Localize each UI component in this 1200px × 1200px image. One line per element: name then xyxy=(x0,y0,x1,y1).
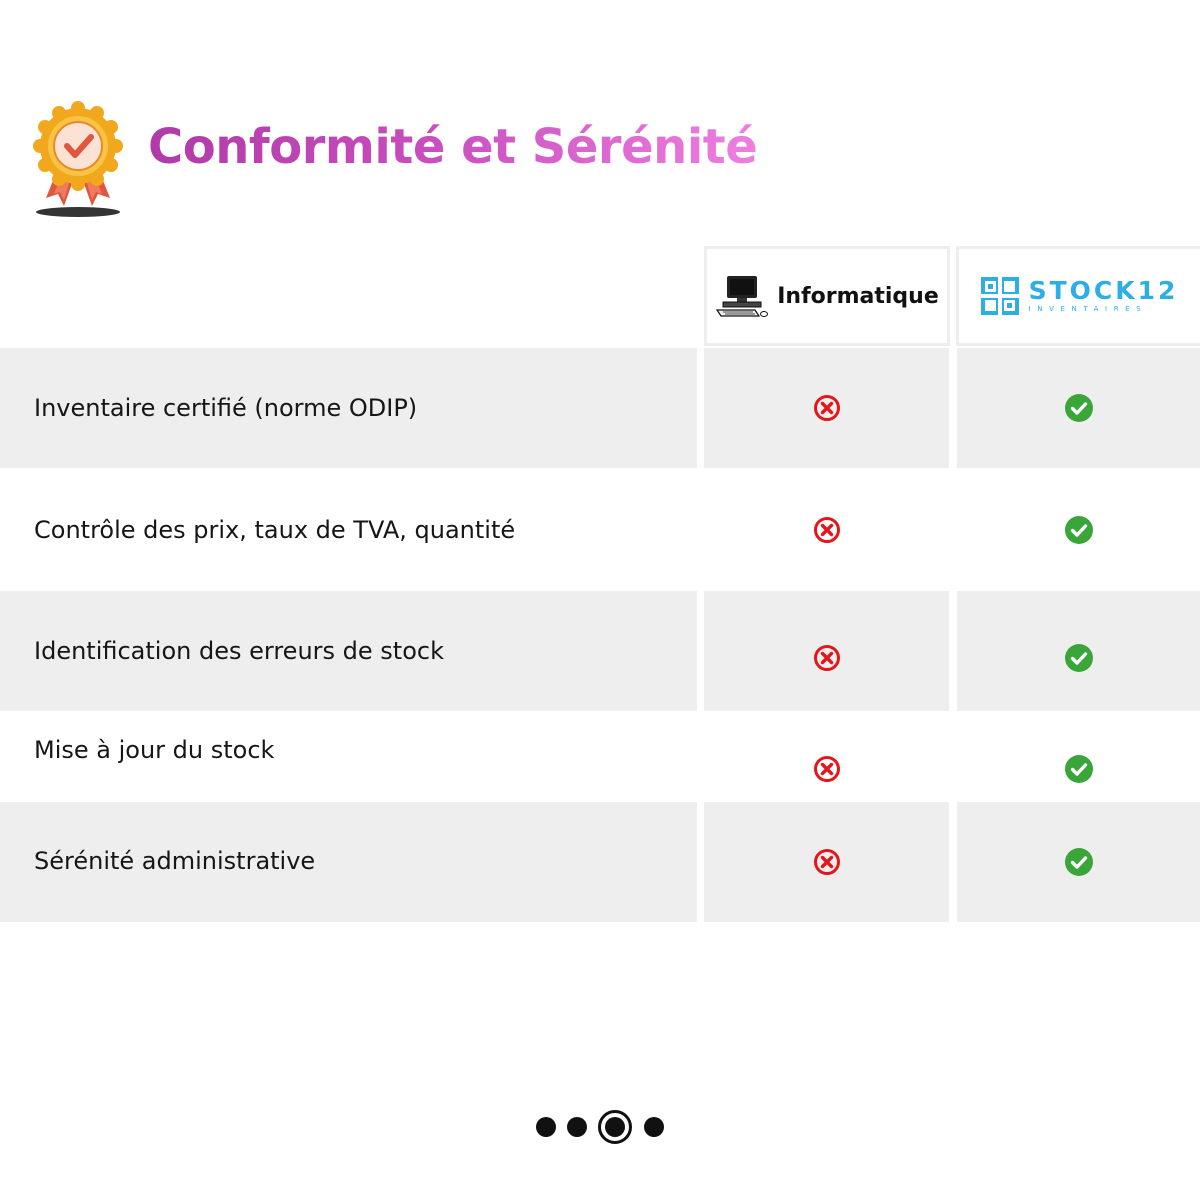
pagination-dot-3-active[interactable] xyxy=(600,1112,631,1143)
pagination-dot-2[interactable] xyxy=(567,1117,587,1137)
cell-informatique xyxy=(704,802,949,922)
table-row-label xyxy=(0,470,697,590)
cell-stock12 xyxy=(957,348,1200,468)
pagination-dot-1[interactable] xyxy=(536,1117,556,1137)
table-row-label xyxy=(0,802,697,922)
row-label: Identification des erreurs de stock xyxy=(34,637,444,665)
brand-subtitle: INVENTAIRES xyxy=(1028,305,1148,313)
cross-icon xyxy=(813,516,841,544)
award-ribbon-check-icon xyxy=(28,98,128,222)
table-row-label xyxy=(0,591,697,711)
table-row-label xyxy=(0,348,697,468)
desktop-computer-icon xyxy=(715,274,769,318)
cross-icon xyxy=(813,394,841,422)
stock12-logo-icon xyxy=(981,277,1019,315)
row-label: Mise à jour du stock xyxy=(34,736,275,764)
check-icon xyxy=(1064,393,1094,423)
pagination-dot-4[interactable] xyxy=(644,1117,664,1137)
page-title: Conformité et Sérénité xyxy=(148,114,757,180)
brand-name: STOCK12 xyxy=(1028,276,1179,305)
column-header-informatique xyxy=(704,246,950,346)
cell-informatique xyxy=(704,470,949,590)
cell-stock12 xyxy=(957,713,1200,801)
check-icon xyxy=(1064,847,1094,877)
row-label: Sérénité administrative xyxy=(34,847,316,875)
column-header-stock12 xyxy=(956,246,1200,346)
table-row-label xyxy=(0,713,697,801)
cell-stock12 xyxy=(957,470,1200,590)
row-label: Inventaire certifié (norme ODIP) xyxy=(34,394,418,422)
row-label: Contrôle des prix, taux de TVA, quantité xyxy=(34,516,516,544)
cross-icon xyxy=(813,848,841,876)
check-icon xyxy=(1064,515,1094,545)
check-icon xyxy=(1064,754,1094,784)
pagination-dots xyxy=(532,1108,672,1146)
cell-stock12 xyxy=(957,591,1200,711)
cell-informatique xyxy=(704,348,949,468)
cell-informatique xyxy=(704,713,949,801)
cell-stock12 xyxy=(957,802,1200,922)
cross-icon xyxy=(813,644,841,672)
check-icon xyxy=(1064,643,1094,673)
column-label-informatique: Informatique xyxy=(777,283,939,309)
cross-icon xyxy=(813,755,841,783)
cell-informatique xyxy=(704,591,949,711)
